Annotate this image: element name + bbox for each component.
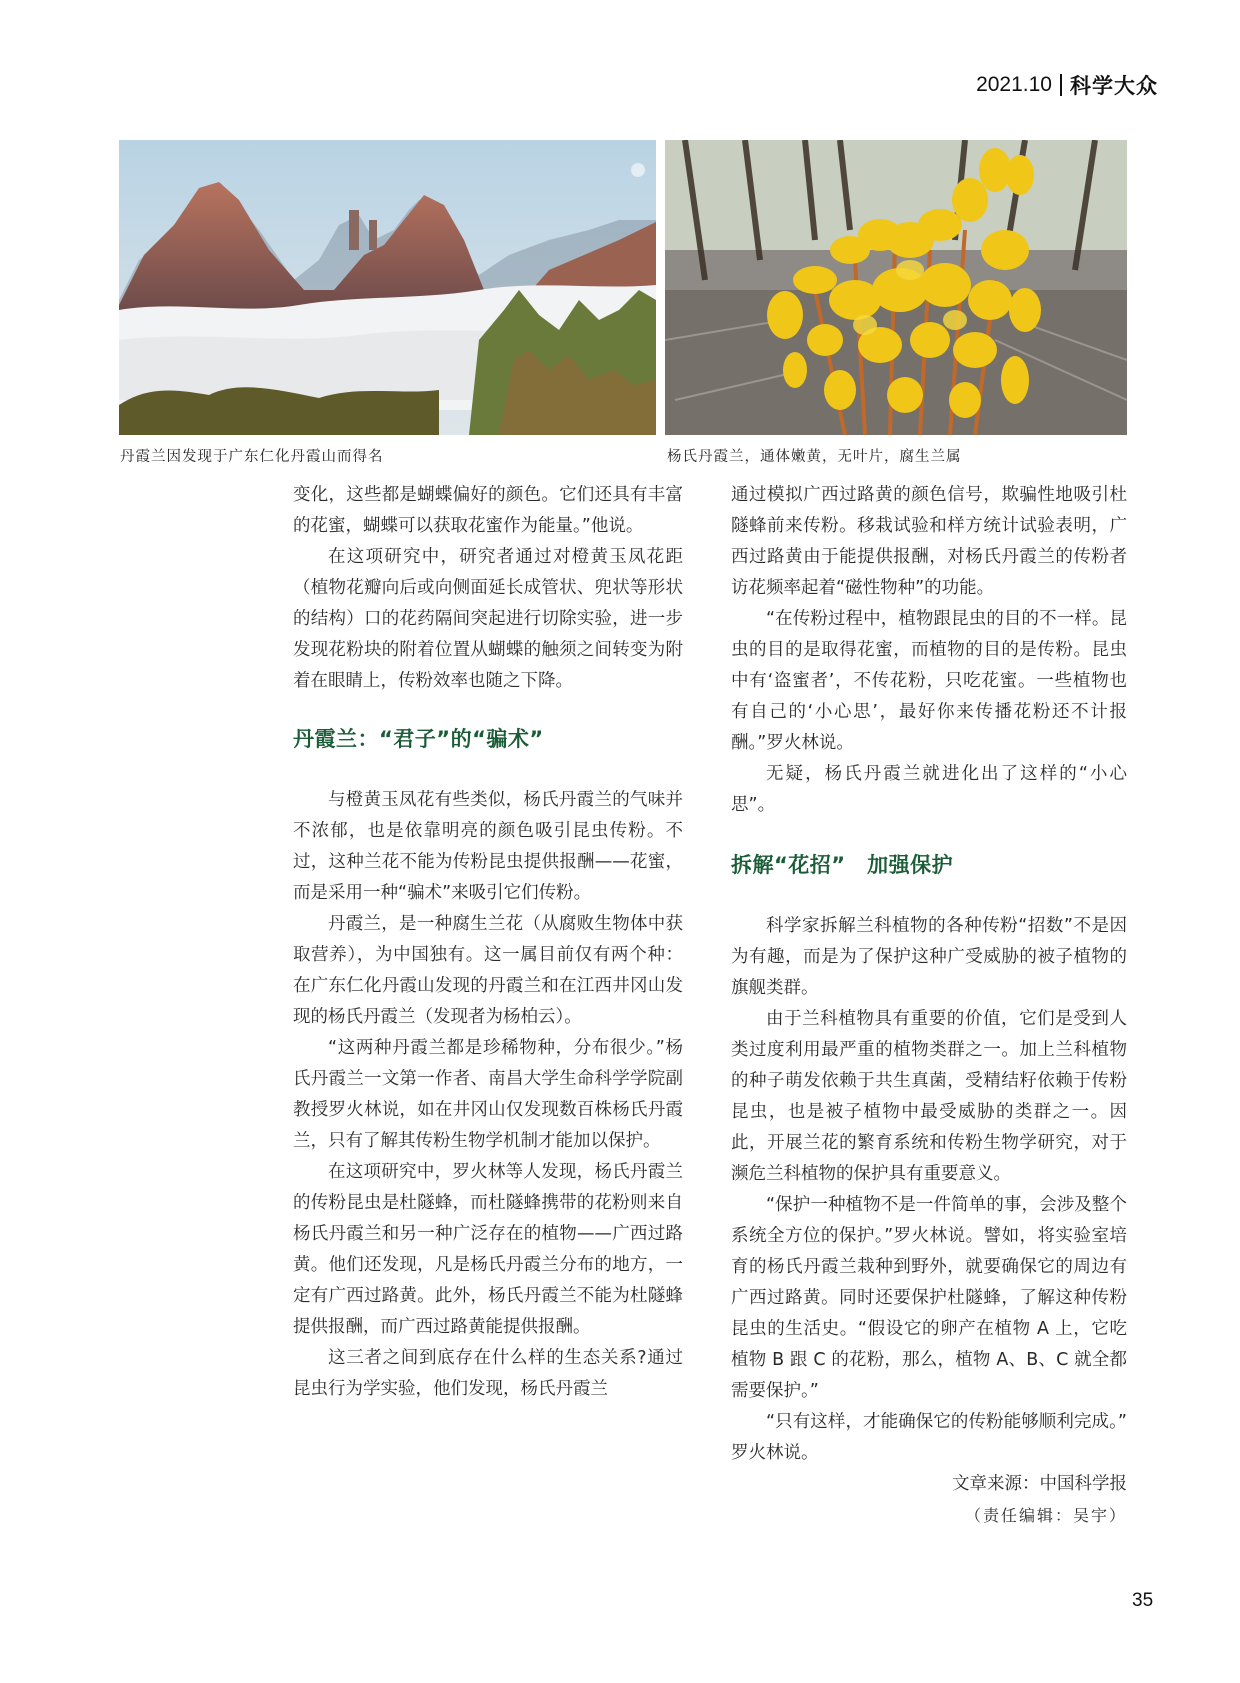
article-column-left — [293, 480, 683, 1405]
paragraph: 变化，这些都是蝴蝶偏好的颜色。它们还具有丰富的花蜜，蝴蝶可以获取花蜜作为能量。”他说。 — [293, 485, 683, 536]
orchid-plant-image — [665, 140, 1127, 435]
responsible-editor: （责任编辑：吴宇） — [964, 1506, 1127, 1525]
article-source: 文章来源：中国科学报 — [952, 1474, 1127, 1494]
mountain-landscape-image — [119, 140, 656, 435]
section-heading-protection: 拆解“花招” 加强保护 — [731, 853, 954, 877]
paragraph: “这两种丹霞兰都是珍稀物种，分布很少。”杨氏丹霞兰一文第一作者、南昌大学生命科学学院副教授罗火林说，如在井冈山仅发现数百株杨氏丹霞兰，只有了解其传粉生物学机制才能加以保护。 — [293, 1038, 683, 1151]
paragraph: 科学家拆解兰科植物的各种传粉“招数”不是因为有趣，而是为了保护这种广受威胁的被子植物的旗舰类群。 — [731, 916, 1127, 998]
paragraph: 通过模拟广西过路黄的颜色信号，欺骗性地吸引杜隧蜂前来传粉。移栽试验和样方统计试验表明，广西过路黄由于能提供报酬，对杨氏丹霞兰的传粉者访花频率起着“磁性物种”的功能。 — [731, 485, 1127, 598]
photo-caption-right: 杨氏丹霞兰，通体嫩黄，无叶片，腐生兰属 — [667, 449, 962, 465]
paragraph: “在传粉过程中，植物跟昆虫的目的不一样。昆虫的目的是取得花蜜，而植物的目的是传粉。昆虫中有‘盗蜜者’，不传花粉，只吃花蜜。一些植物也有自己的‘小心思’，最好你来传播花粉还不计报酬。”罗火林说。 — [731, 609, 1127, 753]
paragraph: 在这项研究中，罗火林等人发现，杨氏丹霞兰的传粉昆虫是杜隧蜂，而杜隧蜂携带的花粉则来自杨氏丹霞兰和另一种广泛存在的植物——广西过路黄。他们还发现，凡是杨氏丹霞兰分布的地方，一定有广西过路黄。此外，杨氏丹霞兰不能为杜隧蜂提供报酬，而广西过路黄能提供报酬。 — [293, 1162, 683, 1337]
paragraph: 由于兰科植物具有重要的价值，它们是受到人类过度利用最严重的植物类群之一。加上兰科植物的种子萌发依赖于共生真菌，受精结籽依赖于传粉昆虫，也是被子植物中最受威胁的类群之一。因此，开展兰花的繁育系统和传粉生物学研究，对于濒危兰科植物的保护具有重要意义。 — [731, 1009, 1127, 1184]
running-header — [976, 70, 1158, 100]
paragraph: 在这项研究中，研究者通过对橙黄玉凤花距（植物花瓣向后或向侧面延长成管状、兜状等形状的结构）口的花药隔间突起进行切除实验，进一步发现花粉块的附着位置从蝴蝶的触须之间转变为附着在眼睛上，传粉效率也随之下降。 — [293, 547, 683, 691]
magazine-logo: 科学大众 — [1070, 73, 1158, 98]
paragraph: 这三者之间到底存在什么样的生态关系?通过昆虫行为学实验，他们发现，杨氏丹霞兰 — [293, 1348, 683, 1399]
photo-yellow-orchid — [665, 140, 1127, 435]
page-number: 35 — [1132, 1590, 1154, 1611]
paragraph: 丹霞兰，是一种腐生兰花（从腐败生物体中获取营养），为中国独有。这一属目前仅有两个种：在广东仁化丹霞山发现的丹霞兰和在江西井冈山发现的杨氏丹霞兰（发现者为杨柏云）。 — [293, 914, 683, 1027]
photo-danxia-mountain — [119, 140, 656, 435]
header-divider — [1060, 74, 1062, 96]
section-heading-danxia-deception: 丹霞兰：“君子”的“骗术” — [293, 727, 544, 751]
paragraph: “只有这样，才能确保它的传粉能够顺利完成。” 罗火林说。 — [731, 1412, 1127, 1463]
issue-date: 2021.10 — [976, 73, 1052, 96]
paragraph: 与橙黄玉凤花有些类似，杨氏丹霞兰的气味并不浓郁，也是依靠明亮的颜色吸引昆虫传粉。不过，这种兰花不能为传粉昆虫提供报酬——花蜜，而是采用一种“骗术”来吸引它们传粉。 — [293, 790, 683, 903]
paragraph: “保护一种植物不是一件简单的事，会涉及整个系统全方位的保护。”罗火林说。譬如，将实验室培育的杨氏丹霞兰栽种到野外，就要确保它的周边有广西过路黄。同时还要保护杜隧蜂，了解这种传粉昆虫的生活史。“假设它的卵产在植物 A 上，它吃植物 B 跟 C 的花粉，那么，植物 A、B、C 就全都需要保护。” — [731, 1195, 1127, 1401]
paragraph: 无疑，杨氏丹霞兰就进化出了这样的“小心思”。 — [731, 764, 1127, 815]
article-column-right — [731, 480, 1127, 1531]
photo-caption-left: 丹霞兰因发现于广东仁化丹霞山而得名 — [120, 449, 384, 465]
